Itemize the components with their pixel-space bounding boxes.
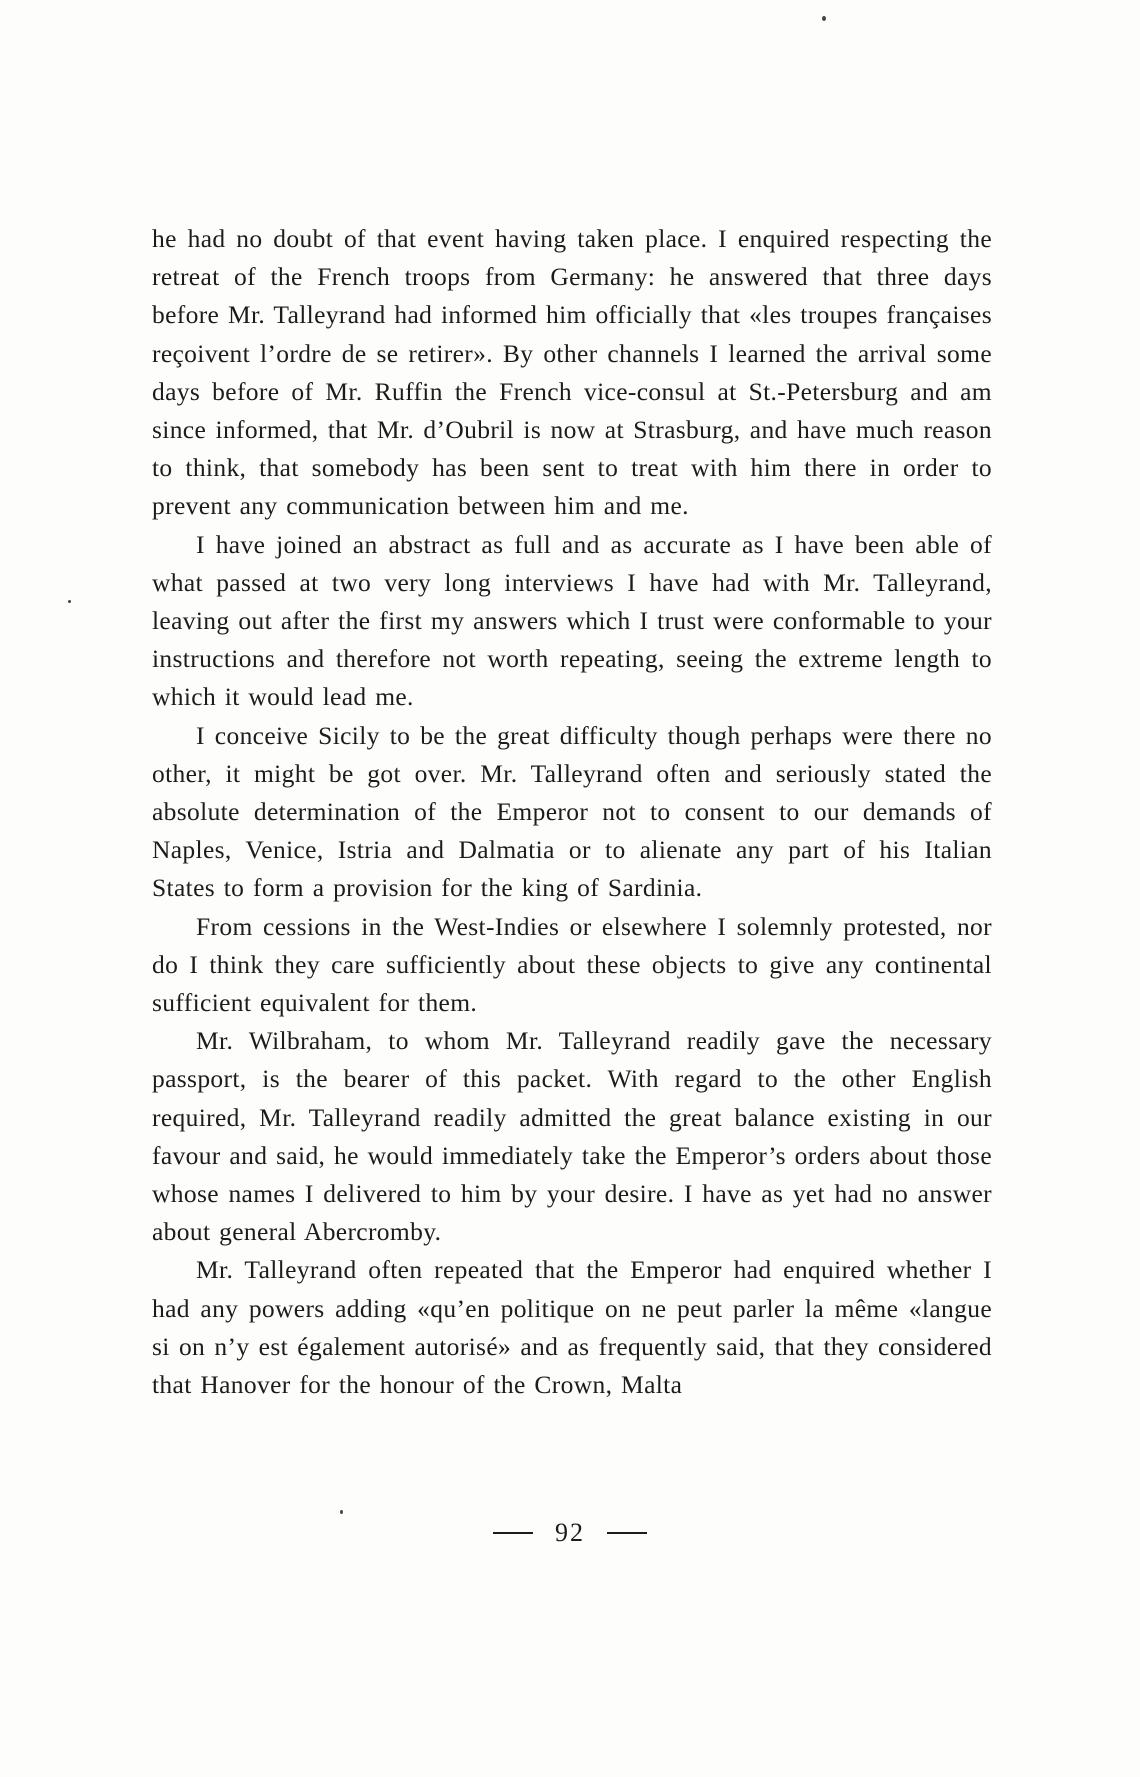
paragraph: he had no doubt of that event having taken place. I enquired respecting the retreat of the French troops from Germany: he answered that three days before Mr. Talleyrand had informed him officially that «les troupes françaises reçoivent l’ordre de se retirer». By other channels I learned the arrival some days before of Mr. Ruffin the French vice-consul at St.-Petersburg and am since informed, that Mr. d’Oubril is now at Strasburg, and have much reason to think, that somebody has been sent to treat with him there in order to prevent any communication between him and me. [152,224,992,521]
paragraph: I have joined an abstract as full and as accurate as I have been able of what passed at two very long interviews I have had with Mr. Talleyrand, leaving out after the first my answers which I trust were conformable to your instructions and therefore not worth repeating, seeing the extreme length to which it would lead me. [152,529,992,712]
paragraph: From cessions in the West-Indies or elsewhere I solemnly protested, nor do I think they care sufficiently about these objects to give any continental sufficient equivalent for them. [152,911,992,1018]
paragraph: Mr. Wilbraham, to whom Mr. Talleyrand readily gave the necessary passport, is the bearer of this packet. With regard to the other English required, Mr. Talleyrand readily admitted the great balance existing in our favour and said, he would immediately take the Emperor’s orders about those whose names I delivered to him by your desire. I have as yet had no answer about general Abercromby. [152,1026,992,1247]
paragraph: I conceive Sicily to be the great difficulty though perhaps were there no other, it might be got over. Mr. Talleyrand often and seriously stated the absolute determination of the Emperor not to consent to our demands of Naples, Venice, Istria and Dalmatia or to alienate any part of his Italian States to form a provision for the king of Sardinia. [152,720,992,903]
page-number: 92 [555,1518,585,1547]
paragraph: Mr. Talleyrand often repeated that the Emperor had enquired whether I had any powers adding «qu’en politique on ne peut parler la même «langue si on n’y est également autorisé» and as frequently said, that they considered that Hanover for the honour of the Crown, Malta [152,1255,992,1400]
page-speck [68,600,71,603]
footer-dash-left [493,1532,533,1534]
footer-dash-right [607,1532,647,1534]
page-speck [340,1510,343,1514]
page-number-footer [0,1518,1140,1548]
body-text [152,220,992,1404]
page-speck [822,16,826,21]
